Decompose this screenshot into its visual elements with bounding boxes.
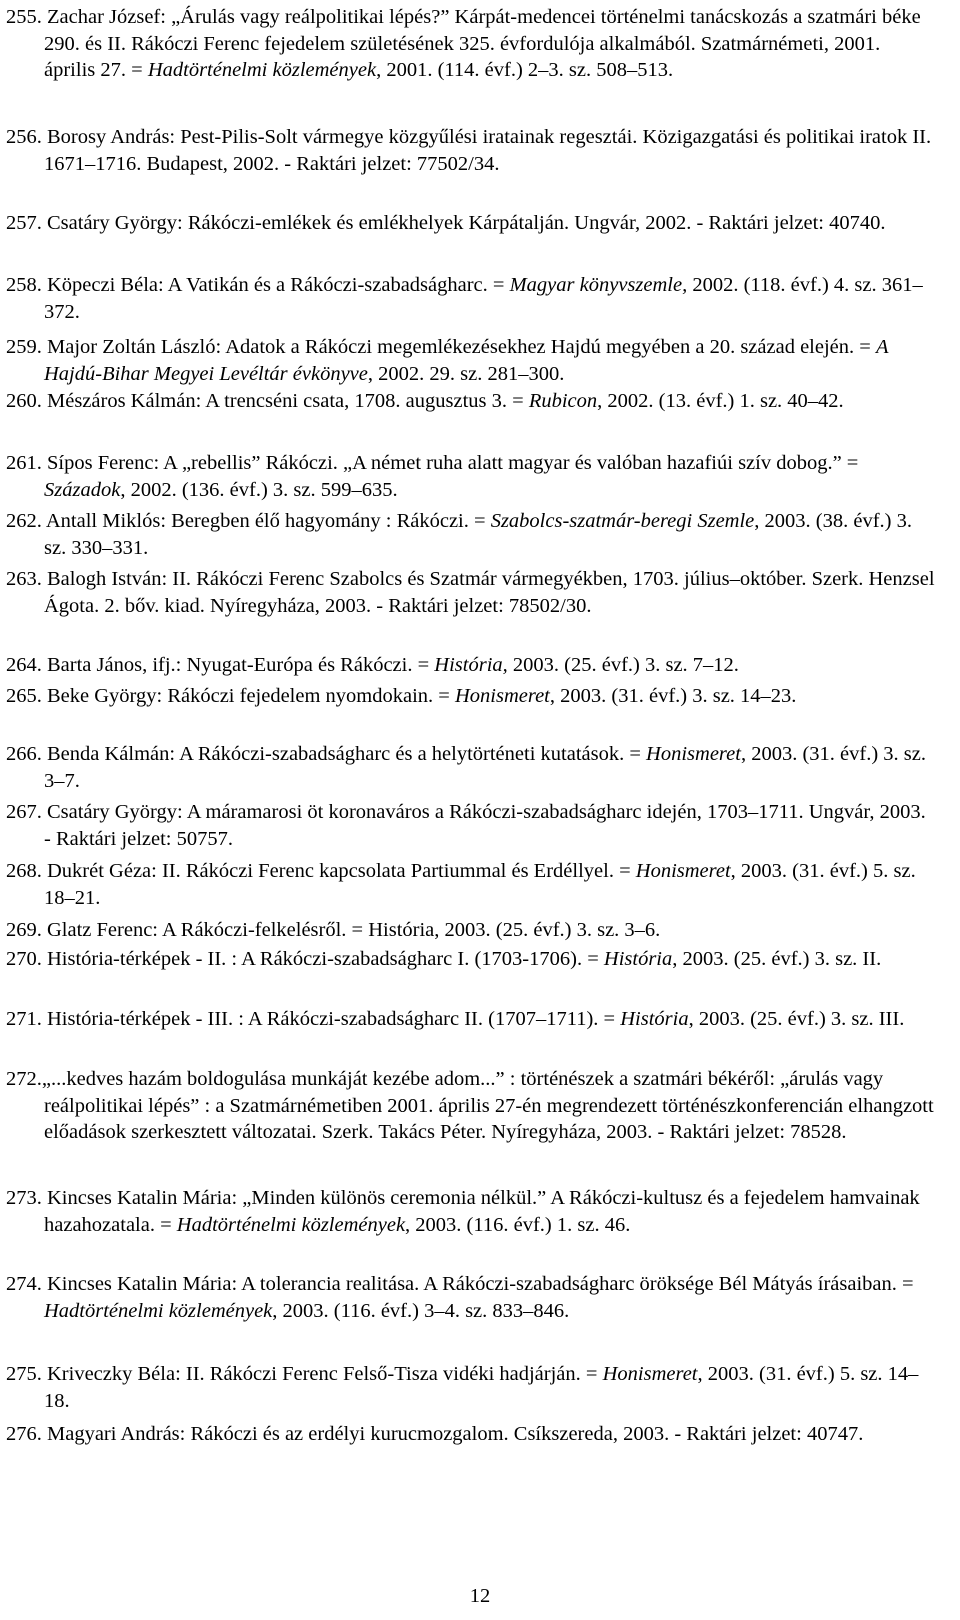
bibliography-entry-271: 271. História-térképek - III. : A Rákóczi-szabadságharc II. (1707–1711). = História, 2003. (25. évf.) 3. sz. III.	[6, 1008, 905, 1030]
bibliography-entry-276: 276. Magyari András: Rákóczi és az erdélyi kurucmozgalom. Csíkszereda, 2003. - Raktári jelzet: 40747.	[6, 1423, 864, 1445]
bibliography-entry-258: 258. Köpeczi Béla: A Vatikán és a Rákóczi-szabadságharc. = Magyar könyvszemle, 2002. (118. évf.) 4. sz. 361–372.	[6, 274, 923, 323]
bibliography-entry-256: 256. Borosy András: Pest-Pilis-Solt vármegye közgyűlési iratainak regesztái. Közigazgatási és politikai iratok II. 1671–1716. Budapest, 2002. - Raktári jelzet: 77502/34.	[6, 126, 932, 175]
bibliography-entry-274: 274. Kincses Katalin Mária: A tolerancia realitása. A Rákóczi-szabadságharc öröksége Bél Mátyás írásaiban. = Hadtörténelmi közlemények, 2003. (116. évf.) 3–4. sz. 833–846.	[6, 1273, 914, 1322]
bibliography-entry-268: 268. Dukrét Géza: II. Rákóczi Ferenc kapcsolata Partiummal és Erdéllyel. = Honismeret, 2003. (31. évf.) 5. sz. 18–21.	[6, 860, 916, 909]
bibliography-entry-269: 269. Glatz Ferenc: A Rákóczi-felkelésről. = História, 2003. (25. évf.) 3. sz. 3–6.	[6, 919, 661, 941]
bibliography-entry-259: 259. Major Zoltán László: Adatok a Rákóczi megemlékezésekhez Hajdú megyében a 20. század elején. = A Hajdú-Bihar Megyei Levéltár évkönyve, 2002. 29. sz. 281–300.	[6, 336, 889, 385]
page-number: 12	[469, 1585, 491, 1607]
bibliography-entry-266: 266. Benda Kálmán: A Rákóczi-szabadságharc és a helytörténeti kutatások. = Honismeret, 2003. (31. évf.) 3. sz. 3–7.	[6, 743, 926, 792]
bibliography-entry-267: 267. Csatáry György: A máramarosi öt koronaváros a Rákóczi-szabadságharc idején, 1703–1711. Ungvár, 2003. - Raktári jelzet: 50757.	[6, 801, 926, 850]
bibliography-entry-260: 260. Mészáros Kálmán: A trencséni csata, 1708. augusztus 3. = Rubicon, 2002. (13. évf.) 1. sz. 40–42.	[6, 390, 844, 412]
bibliography-entry-255: 255. Zachar József: „Árulás vagy reálpolitikai lépés?” Kárpát-medencei történelmi tanácskozás a szatmári béke 290. és II. Rákóczi Ferenc fejedelem születésének 325. évfordulója alkalmából. Szatmárnémeti, 2001. április 27. = Hadtörténelmi közlemények, 2001. (114. évf.) 2–3. sz. 508–513.	[6, 6, 921, 82]
bibliography-entry-270: 270. História-térképek - II. : A Rákóczi-szabadságharc I. (1703-1706). = História, 2003. (25. évf.) 3. sz. II.	[6, 948, 882, 970]
bibliography-entry-265: 265. Beke György: Rákóczi fejedelem nyomdokain. = Honismeret, 2003. (31. évf.) 3. sz. 14–23.	[6, 685, 797, 707]
bibliography-entry-257: 257. Csatáry György: Rákóczi-emlékek és emlékhelyek Kárpátalján. Ungvár, 2002. - Raktári jelzet: 40740.	[6, 212, 886, 234]
bibliography-entry-262: 262. Antall Miklós: Beregben élő hagyomány : Rákóczi. = Szabolcs-szatmár-beregi Szemle, 2003. (38. évf.) 3. sz. 330–331.	[6, 510, 912, 559]
bibliography-entry-275: 275. Kriveczky Béla: II. Rákóczi Ferenc Felső-Tisza vidéki hadjárján. = Honismeret, 2003. (31. évf.) 5. sz. 14–18.	[6, 1363, 919, 1412]
bibliography-entry-261: 261. Sípos Ferenc: A „rebellis” Rákóczi. „A német ruha alatt magyar és valóban hazafiúi szív dobog.” = Századok, 2002. (136. évf.) 3. sz. 599–635.	[6, 452, 859, 501]
bibliography-entry-272: 272.„...kedves hazám boldogulása munkáját kezébe adom...” : történészek a szatmári békéről: „árulás vagy reálpolitikai lépés” : a Szatmárnémetiben 2001. április 27-én megrendezett történészkonferencián elhangzott előadások szerkesztett változatai. Szerk. Takács Péter. Nyíregyháza, 2003. - Raktári jelzet: 78528.	[6, 1068, 934, 1144]
bibliography-entry-264: 264. Barta János, ifj.: Nyugat-Európa és Rákóczi. = História, 2003. (25. évf.) 3. sz. 7–12.	[6, 654, 739, 676]
bibliography-entry-273: 273. Kincses Katalin Mária: „Minden különös ceremonia nélkül.” A Rákóczi-kultusz és a fejedelem hamvainak hazahozatala. = Hadtörténelmi közlemények, 2003. (116. évf.) 1. sz. 46.	[6, 1187, 920, 1236]
bibliography-entry-263: 263. Balogh István: II. Rákóczi Ferenc Szabolcs és Szatmár vármegyékben, 1703. július–október. Szerk. Henzsel Ágota. 2. bőv. kiad. Nyíregyháza, 2003. - Raktári jelzet: 78502/30.	[6, 568, 935, 617]
